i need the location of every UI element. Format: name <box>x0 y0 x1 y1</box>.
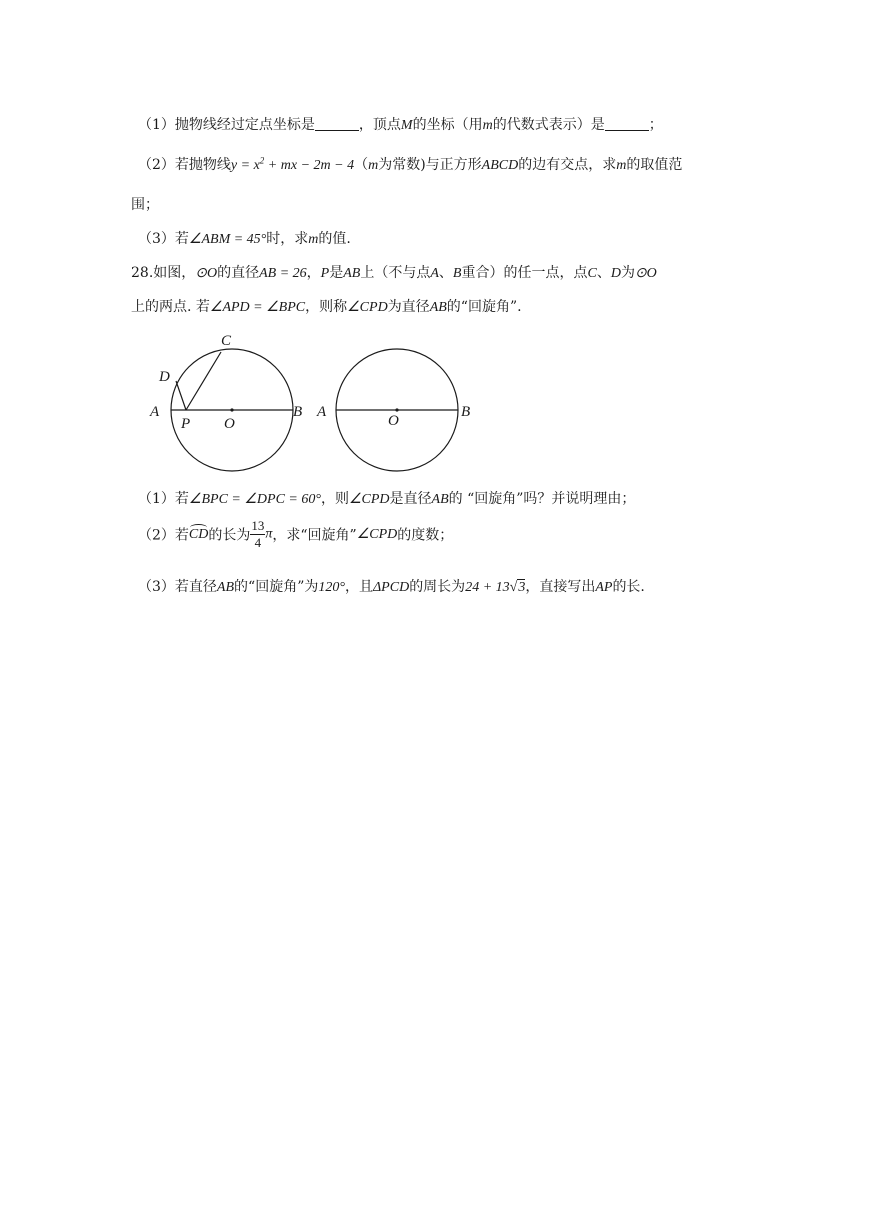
q28-figure <box>140 325 480 480</box>
question-number: 28. <box>131 265 154 281</box>
left-circle-figure <box>149 333 302 471</box>
label-a: A <box>317 404 327 420</box>
label-o: O <box>224 416 235 432</box>
label-a: A <box>150 404 160 420</box>
label-b: B <box>461 404 471 420</box>
q27-part1: （1）抛物线经过定点坐标是 ，顶点M的坐标（用m的代数式表示）是 ； <box>138 117 663 133</box>
q28-stem-line1: 28.如图，⊙O的直径AB = 26，P是AB上（不与点A、B重合）的任一点，点C、D为⊙O <box>131 265 657 281</box>
label-d: D <box>159 369 170 385</box>
q28-stem-line2: 上的两点. 若∠APD = ∠BPC，则称∠CPD为直径AB的“回旋角”. <box>131 299 522 315</box>
right-center-dot <box>395 408 398 411</box>
q27-part3: （3）若∠ABM = 45°时，求m的值. <box>138 231 351 247</box>
q28-part1: （1）若∠BPC = ∠DPC = 60°，则∠CPD是直径AB的 “回旋角”吗？并说明理由； <box>138 491 636 507</box>
sqrt-symbol: √ <box>509 580 518 595</box>
q27-part2: （2）若抛物线$y = x^2$ + mx − 2m − 4（m为常数)与正方形ABCD的边有交点，求m的取值范 <box>138 155 683 173</box>
q28-part3: （3）若直径AB的“回旋角”为120°，且ΔPCD的周长为24 + 13√3，直接写出AP的长. <box>138 579 645 595</box>
segment-pc <box>186 352 221 410</box>
q27-part2-continued: 围； <box>131 197 159 213</box>
q28-part2: （2）若CD的长为 $\frac{13}{4}$ π，求“回旋角”∠CPD的度数； <box>138 518 454 550</box>
part-number: （2） <box>138 527 175 544</box>
segment-pd <box>176 381 186 410</box>
part-number: （1） <box>138 491 175 507</box>
right-circle-figure <box>316 349 470 471</box>
part-number: （3） <box>138 579 175 595</box>
answer-blank <box>605 116 649 131</box>
part-number: （1） <box>138 117 175 133</box>
arc-cd: CD <box>188 526 209 542</box>
answer-blank <box>315 116 359 131</box>
label-p: P <box>181 416 191 432</box>
parabola-equation: $y = x^2$ + mx − 2m − 4 <box>230 155 355 173</box>
part-number: （2） <box>138 157 175 173</box>
left-center-dot <box>230 408 233 411</box>
label-o: O <box>388 413 399 429</box>
label-b: B <box>293 404 303 420</box>
part-number: （3） <box>138 231 175 247</box>
fraction: $\frac{13}{4}$ <box>251 518 265 550</box>
label-c: C <box>221 333 232 349</box>
